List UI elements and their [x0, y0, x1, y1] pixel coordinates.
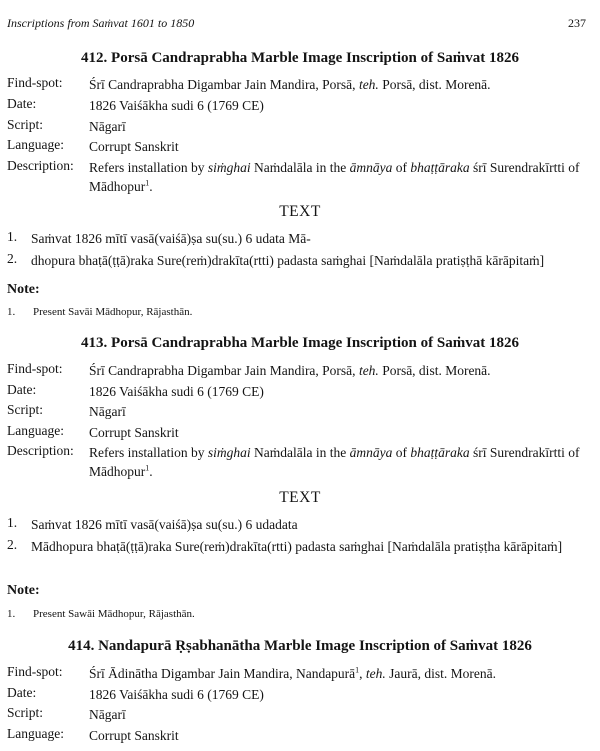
text-line: dhopura bhaṭā(ṭṭā)raka Sure(reṁ)drakīta(rtti) padasta saṁghai [Naṁdalāla pratiṣṭhā kārāpitaṁ]	[31, 253, 545, 268]
language-label: Language:	[7, 423, 64, 438]
language-value: Corrupt Sanskrit	[89, 425, 179, 440]
inscription-heading: 412. Porsā Candraprabha Marble Image Inscription of Saṁvat 1826	[81, 50, 519, 66]
description-label: Description:	[7, 443, 74, 458]
date-value: 1826 Vaiśākha sudi 6 (1769 CE)	[89, 687, 264, 702]
text-line-number: 1.	[7, 229, 18, 244]
script-label: Script:	[7, 402, 43, 417]
date-value: 1826 Vaiśākha sudi 6 (1769 CE)	[89, 98, 264, 113]
findspot-value: Śrī Candraprabha Digambar Jain Mandira, Porsā, teh. Porsā, dist. Morenā.	[89, 363, 491, 378]
description-value: Refers installation by siṁghai Naṁdalāla in the āmnāya of bhaṭṭāraka śrī Surendrakīrtti of Mādhopur$^1$.	[89, 445, 580, 479]
findspot-label: Find-spot:	[7, 361, 63, 376]
date-label: Date:	[7, 685, 37, 700]
findspot-label: Find-spot:	[7, 75, 63, 90]
script-value: Nāgarī	[89, 707, 126, 722]
language-value: Corrupt Sanskrit	[89, 728, 179, 743]
footnote-number: 1.	[7, 306, 16, 318]
findspot-label: Find-spot:	[7, 664, 63, 679]
text-line-number: 2.	[7, 537, 18, 552]
text-line: Saṁvat 1826 mītī vasā(vaiśā)ṣa su(su.) 6 udata Mā-	[31, 231, 311, 246]
language-label: Language:	[7, 726, 64, 741]
description-value: Refers installation by siṁghai Naṁdalāla in the āmnāya of bhaṭṭāraka śrī Surendrakīrtti of Mādhopur$^1$.	[89, 160, 580, 194]
findspot-value: Śrī Candraprabha Digambar Jain Mandira, Porsā, teh. Porsā, dist. Morenā.	[89, 77, 491, 92]
text-line-number: 2.	[7, 251, 18, 266]
footnote-text: Present Sawāi Mādhopur, Rājasthān.	[33, 608, 195, 620]
description-label: Description:	[7, 158, 74, 173]
text-heading: TEXT	[279, 203, 321, 220]
language-label: Language:	[7, 137, 64, 152]
note-heading: Note:	[7, 282, 40, 297]
text-heading: TEXT	[279, 489, 321, 506]
script-label: Script:	[7, 705, 43, 720]
inscription-heading: 413. Porsā Candraprabha Marble Image Inscription of Saṁvat 1826	[81, 335, 519, 351]
text-line: Mādhopura bhaṭā(ṭṭā)raka Sure(reṁ)drakīta(rtti) padasta saṁghai [Naṁdalāla pratiṣṭha kārāpitaṁ]	[31, 539, 563, 554]
page-number: 237	[568, 16, 586, 30]
language-value: Corrupt Sanskrit	[89, 139, 179, 154]
footnote-number: 1.	[7, 608, 16, 620]
text-line-number: 1.	[7, 515, 18, 530]
script-label: Script:	[7, 117, 43, 132]
date-value: 1826 Vaiśākha sudi 6 (1769 CE)	[89, 384, 264, 399]
inscription-heading: 414. Nandapurā Ṛṣabhanātha Marble Image Inscription of Saṁvat 1826	[68, 638, 532, 654]
script-value: Nāgarī	[89, 404, 126, 419]
footnote-text: Present Savāi Mādhopur, Rājasthān.	[33, 306, 193, 318]
text-line: Saṁvat 1826 mītī vasā(vaiśā)ṣa su(su.) 6 udadata	[31, 517, 298, 532]
date-label: Date:	[7, 96, 37, 111]
note-heading: Note:	[7, 583, 40, 598]
script-value: Nāgarī	[89, 119, 126, 134]
findspot-value: Śrī Ādinātha Digambar Jain Mandira, Nandapurā$^1$, teh. Jaurā, dist. Morenā.	[89, 665, 497, 681]
running-header	[7, 16, 586, 32]
date-label: Date:	[7, 382, 37, 397]
running-title: Inscriptions from Saṁvat 1601 to 1850	[7, 16, 195, 30]
